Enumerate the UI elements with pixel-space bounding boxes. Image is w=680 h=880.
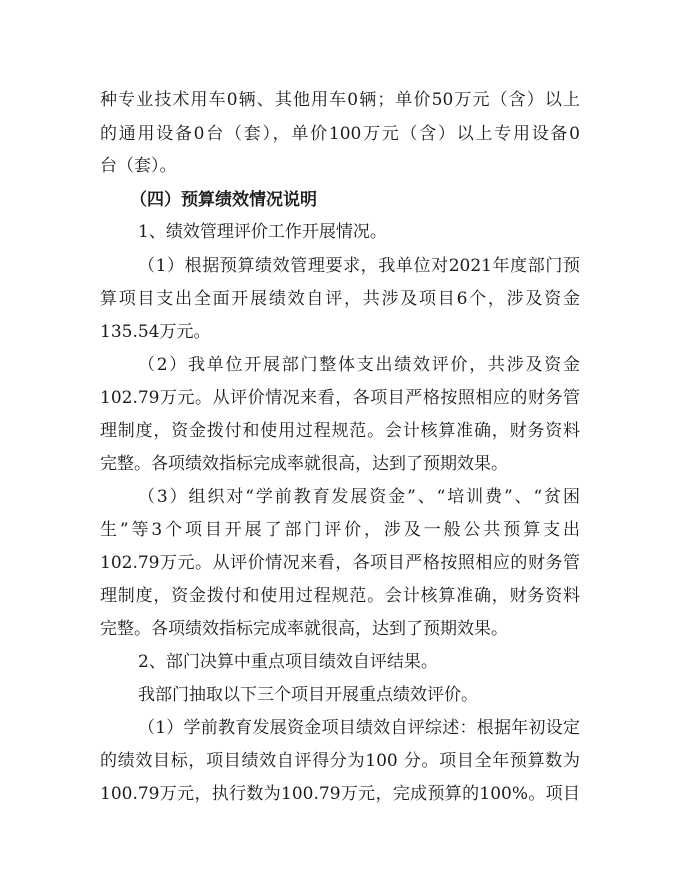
text-line: 的绩效目标，项目绩效自评得分为100 分。项目全年预算数为 (100, 751, 580, 771)
section-heading: （四）预算绩效情况说明 (130, 190, 317, 210)
text-line: 102.79万元。从评价情况来看，各项目严格按照相应的财务管 (100, 553, 580, 573)
text-line: 完整。各项绩效指标完成率就很高，达到了预期效果。 (100, 619, 508, 639)
text-line: 理制度，资金拨付和使用过程规范。会计核算准确，财务资料 (100, 421, 580, 441)
subsection-heading: 2、部门决算中重点项目绩效自评结果。 (138, 652, 438, 672)
text-line: （1）学前教育发展资金项目绩效自评综述：根据年初设定 (138, 718, 580, 738)
text-line: （3）组织对“学前教育发展资金”、“培训费”、“贫困 (138, 487, 580, 507)
text-line: 的通用设备0台（套），单价100万元（含）以上专用设备0 (100, 124, 580, 144)
text-line: 我部门抽取以下三个项目开展重点绩效评价。 (138, 685, 478, 705)
text-line: （1）根据预算绩效管理要求，我单位对2021年度部门预 (138, 256, 580, 276)
text-line: 种专业技术用车0辆、其他用车0辆；单价50万元（含）以上 (100, 90, 580, 110)
text-line: 台（套）。 (100, 156, 177, 176)
text-line: 理制度，资金拨付和使用过程规范。会计核算准确，财务资料 (100, 586, 580, 606)
text-line: 完整。各项绩效指标完成率就很高，达到了预期效果。 (100, 454, 508, 474)
text-line: 135.54万元。 (100, 322, 211, 342)
text-line: 算项目支出全面开展绩效自评，共涉及项目6个，涉及资金 (100, 289, 580, 309)
text-line: 生”等3个项目开展了部门评价，涉及一般公共预算支出 (100, 520, 580, 540)
subsection-heading: 1、绩效管理评价工作开展情况。 (138, 222, 387, 242)
text-line: 102.79万元。从评价情况来看，各项目严格按照相应的财务管 (100, 388, 580, 408)
text-line: 100.79万元，执行数为100.79万元，完成预算的100%。项目 (100, 784, 580, 804)
text-line: （2）我单位开展部门整体支出绩效评价，共涉及资金 (138, 355, 580, 375)
